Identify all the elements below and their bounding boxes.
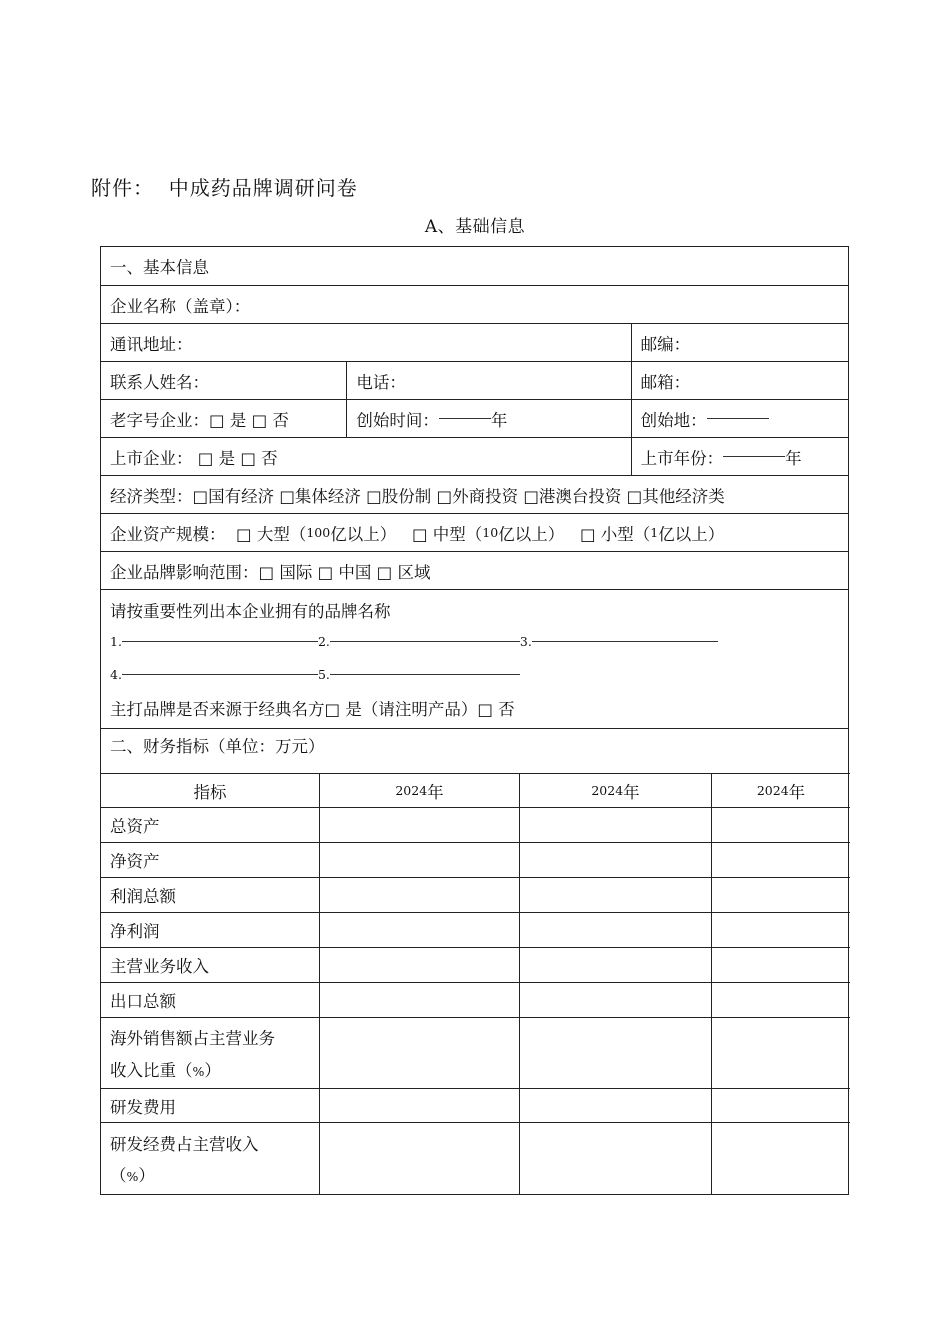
overseas-ratio-percent: %: [192, 1063, 205, 1079]
row-label-net-profit: 净利润: [101, 912, 319, 947]
net-profit-cell-3[interactable]: [711, 912, 850, 947]
main-revenue-cell-3[interactable]: [711, 947, 850, 982]
finance-heading: 二、财务指标（单位：万元）: [110, 737, 325, 756]
col-header-year-1: [319, 773, 519, 807]
classic-formula-option[interactable]: 主打品牌是否来源于经典名方□ 是（请注明产品）□ 否: [110, 699, 515, 719]
listed-year-suffix: 年: [785, 448, 802, 468]
rd-ratio-cell-3[interactable]: [711, 1122, 850, 1194]
asset-medium-tail: 亿以上）: [498, 524, 565, 544]
title-text: 中成药品牌调研问卷: [168, 176, 358, 200]
rd-ratio-line1: 研发经费占主营收入: [110, 1134, 259, 1154]
brand-blank-5[interactable]: [330, 674, 520, 675]
brand-blank-1[interactable]: [122, 641, 318, 642]
row-label-overseas-ratio: [101, 1017, 319, 1088]
economy-type-options[interactable]: 经济类型：□国有经济 □集体经济 □股份制 □外商投资 □港澳台投资 □其他经济类: [110, 486, 725, 506]
brand-num-3: 3.: [519, 634, 532, 649]
basic-info-heading-row: [101, 247, 848, 285]
brand-scope-row: [101, 551, 848, 589]
brand-scope-options[interactable]: 企业品牌影响范围：□ 国际 □ 中国 □ 区域: [110, 562, 431, 582]
brand-num-4: 4.: [110, 667, 122, 682]
economy-type-row: [101, 475, 848, 513]
finance-heading-row: [101, 728, 848, 773]
asset-scale-label: 企业资产规模：: [110, 524, 226, 544]
questionnaire-form: [100, 246, 849, 1195]
asset-scale-row: [101, 513, 848, 551]
origin-label: 创始地：: [640, 410, 707, 430]
address-field[interactable]: 通讯地址：: [110, 334, 193, 354]
rd-expense-cell-3[interactable]: [711, 1088, 850, 1122]
net-profit-cell-1[interactable]: [319, 912, 519, 947]
total-profit-cell-3[interactable]: [711, 877, 850, 912]
company-name-row: [101, 285, 848, 323]
origin-blank[interactable]: [707, 418, 769, 419]
contact-name-field[interactable]: 联系人姓名：: [110, 372, 209, 392]
old-brand-option[interactable]: 老字号企业：□ 是 □ 否: [110, 410, 289, 430]
year-1-suffix: 年: [427, 782, 444, 802]
phone-field[interactable]: 电话：: [346, 362, 630, 399]
export-total-cell-2[interactable]: [519, 982, 711, 1017]
finance-table: [101, 773, 848, 1194]
rd-ratio-close: ）: [138, 1166, 155, 1186]
asset-large-tail: 亿以上）: [330, 524, 397, 544]
founded-field[interactable]: [346, 400, 630, 437]
overseas-ratio-cell-1[interactable]: [319, 1017, 519, 1088]
old-brand-row: [101, 399, 848, 437]
total-profit-cell-2[interactable]: [519, 877, 711, 912]
brand-num-2: 2.: [317, 634, 330, 649]
col-header-year-3: [711, 773, 850, 807]
section-a-heading: A、基础信息: [424, 217, 526, 237]
rd-ratio-percent: %: [126, 1169, 139, 1185]
export-total-cell-1[interactable]: [319, 982, 519, 1017]
year-3-suffix: 年: [788, 782, 806, 802]
asset-medium-number: 10: [482, 525, 499, 540]
net-assets-cell-3[interactable]: [711, 842, 850, 877]
brand-blank-3[interactable]: [532, 641, 718, 642]
total-assets-cell-2[interactable]: [519, 807, 711, 842]
contact-row: [101, 361, 848, 399]
row-label-rd-ratio: [101, 1122, 319, 1194]
rd-ratio-cell-1[interactable]: [319, 1122, 519, 1194]
listed-option[interactable]: 上市企业： □ 是 □ 否: [110, 448, 278, 468]
rd-expense-cell-1[interactable]: [319, 1088, 519, 1122]
year-2-suffix: 年: [623, 782, 640, 802]
overseas-ratio-cell-2[interactable]: [519, 1017, 711, 1088]
founded-blank[interactable]: [439, 418, 491, 419]
asset-medium-option[interactable]: □ 中型（: [411, 524, 483, 544]
asset-large-option[interactable]: □ 大型（: [236, 524, 307, 544]
overseas-ratio-cell-3[interactable]: [711, 1017, 850, 1088]
main-revenue-cell-2[interactable]: [519, 947, 711, 982]
overseas-ratio-close: ）: [204, 1060, 221, 1080]
row-label-total-profit: 利润总额: [101, 877, 319, 912]
main-revenue-cell-1[interactable]: [319, 947, 519, 982]
origin-field[interactable]: [631, 400, 848, 437]
total-profit-cell-1[interactable]: [319, 877, 519, 912]
founded-suffix: 年: [490, 410, 508, 430]
col-header-indicator: 指标: [101, 773, 319, 807]
basic-info-heading: 一、基本信息: [110, 258, 209, 277]
brand-blank-4[interactable]: [122, 674, 318, 675]
founded-label: 创始时间：: [356, 410, 439, 430]
overseas-ratio-text: 收入比重（: [110, 1060, 193, 1080]
net-profit-cell-2[interactable]: [519, 912, 711, 947]
brand-num-1: 1.: [110, 634, 122, 649]
net-assets-cell-1[interactable]: [319, 842, 519, 877]
export-total-cell-3[interactable]: [711, 982, 850, 1017]
asset-large-number: 100: [306, 525, 331, 540]
overseas-ratio-line1: 海外销售额占主营业务: [110, 1029, 275, 1049]
title-prefix: 附件：: [91, 176, 154, 200]
brand-num-5: 5.: [317, 667, 330, 682]
brand-line-1: [110, 625, 839, 658]
year-3-number: 2024: [756, 783, 789, 798]
rd-ratio-cell-2[interactable]: [519, 1122, 711, 1194]
row-label-rd-expense: 研发费用: [101, 1088, 319, 1122]
listed-year-field[interactable]: [631, 438, 848, 475]
company-name-field[interactable]: 企业名称（盖章）：: [110, 296, 251, 316]
brand-list-row: [101, 589, 848, 728]
rd-ratio-line2: [110, 1162, 155, 1186]
total-assets-cell-1[interactable]: [319, 807, 519, 842]
asset-small-number: 1: [650, 525, 659, 540]
net-assets-cell-2[interactable]: [519, 842, 711, 877]
brand-list-prompt: 请按重要性列出本企业拥有的品牌名称: [110, 602, 391, 621]
document-title: [91, 172, 358, 201]
brand-blank-2[interactable]: [330, 641, 520, 642]
email-field[interactable]: 邮箱：: [631, 362, 848, 399]
address-row: [101, 323, 848, 361]
asset-small-tail: 亿以上）: [658, 524, 725, 544]
postcode-field[interactable]: 邮编：: [631, 324, 848, 361]
asset-small-option[interactable]: □ 小型（: [579, 524, 651, 544]
row-label-net-assets: 净资产: [101, 842, 319, 877]
row-label-total-assets: 总资产: [101, 807, 319, 842]
asset-scale-options[interactable]: [101, 514, 848, 551]
listed-year-blank[interactable]: [723, 456, 785, 457]
row-label-main-revenue: 主营业务收入: [101, 947, 319, 982]
year-1-number: 2024: [395, 783, 428, 798]
total-assets-cell-3[interactable]: [711, 807, 850, 842]
row-label-export-total: 出口总额: [101, 982, 319, 1017]
listed-year-label: 上市年份：: [640, 448, 724, 468]
brand-line-2: [110, 658, 839, 691]
year-2-number: 2024: [591, 783, 624, 798]
col-header-year-2: [519, 773, 711, 807]
brand-list-cell: [101, 590, 848, 728]
rd-ratio-open: （: [110, 1166, 127, 1186]
overseas-ratio-line2: [110, 1057, 221, 1081]
listed-row: [101, 437, 848, 475]
rd-expense-cell-2[interactable]: [519, 1088, 711, 1122]
